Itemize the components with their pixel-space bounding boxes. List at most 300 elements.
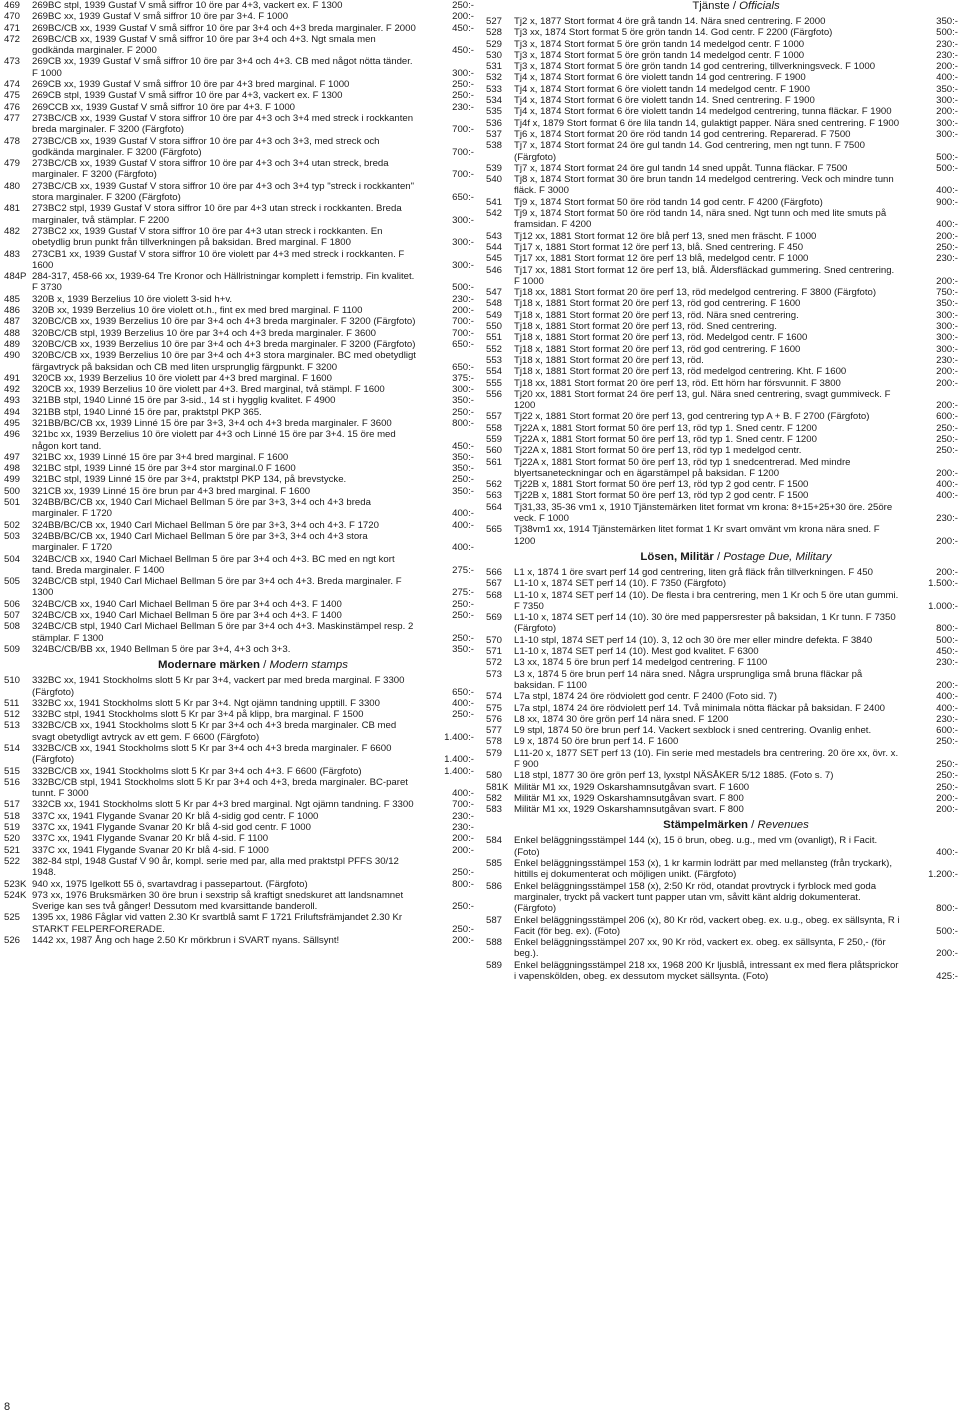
- lot-description: L3 x, 1874 5 öre brun perf 14 nära sned. Några ursprungliga små bruna fläckar på baksidan. F 1100: [514, 668, 863, 691]
- lot-row: [486, 389, 958, 412]
- lot-number: 472: [4, 33, 21, 45]
- lot-number: 526: [4, 935, 21, 947]
- lot-number: 550: [486, 321, 503, 333]
- lot-row: [4, 822, 474, 833]
- page-number: 8: [4, 1401, 11, 1413]
- lot-price: 700:-: [452, 327, 474, 339]
- lot-row: [486, 714, 958, 725]
- lot-price: 200:-: [936, 535, 958, 547]
- lot-number: 529: [486, 38, 503, 50]
- lot-description: Tj22 x, 1881 Stort format 20 öre perf 13, god centrering typ A + B. F 2700 (Färgfoto): [514, 411, 870, 423]
- lot-row: [486, 242, 958, 253]
- lot-row: [486, 804, 958, 815]
- lot-description: Tj4 x, 1874 Stort format 6 öre violett tandn 14. Sned centrering. F 1900: [514, 95, 815, 107]
- lot-number: 559: [486, 433, 503, 445]
- lot-row: [4, 429, 474, 452]
- lot-number: 475: [4, 90, 21, 102]
- lot-row: [486, 782, 958, 793]
- lot-description: Enkel beläggningsstämpel 158 (x), 2:50 Kr röd, otandat provtryck i fyrblock med goda marginaler, tryckt på vackert tunt papper utan vm, såvitt känt aldrig dokumenterat. (Färgfoto): [514, 880, 877, 915]
- lot-number: 473: [4, 56, 21, 68]
- lot-price: 200:-: [452, 833, 474, 845]
- lot-description: Tj18 x, 1881 Stort format 20 öre perf 13, röd medelgod centrering. Kht. F 1600: [514, 366, 847, 378]
- lot-description: Tj3 x, 1874 Stort format 5 öre grön tandn 14 god centrering, tillverkningsveck. F 1000: [514, 61, 876, 73]
- lot-row: [4, 113, 474, 136]
- lot-price: 1.400:-: [444, 765, 474, 777]
- lot-description: Tj17 x, 1881 Stort format 12 öre perf 13, blå. Sned centrering. F 450: [514, 241, 804, 253]
- lot-number: 586: [486, 880, 503, 892]
- lot-number: 582: [486, 792, 503, 804]
- lot-list: [4, 675, 474, 946]
- lot-description: L7a stpl, 1874 24 öre rödviolett god centr. F 2400 (Foto sid. 7): [514, 691, 777, 703]
- lot-row: [4, 102, 474, 113]
- lot-number: 587: [486, 914, 503, 926]
- lot-price: 400:-: [936, 185, 958, 197]
- lot-list: [486, 835, 958, 982]
- lot-row: [486, 858, 958, 881]
- lot-price: 250:-: [452, 474, 474, 486]
- lot-number: 499: [4, 474, 21, 486]
- lot-price: 230:-: [452, 822, 474, 834]
- lot-number: 479: [4, 158, 21, 170]
- lot-price: 400:-: [452, 788, 474, 800]
- lot-price: 200:-: [936, 804, 958, 816]
- lot-row: [486, 366, 958, 377]
- lot-price: 350:-: [936, 298, 958, 310]
- lot-price: 250:-: [452, 598, 474, 610]
- lot-price: 250:-: [452, 709, 474, 721]
- lot-number: 514: [4, 743, 21, 754]
- lot-number: 506: [4, 598, 21, 610]
- lot-row: [4, 856, 474, 879]
- lot-price: 650:-: [452, 338, 474, 350]
- lot-description: 269CB xx, 1939 Gustaf V små siffror 10 öre par 4+3 bred marginal. F 1000: [32, 79, 350, 91]
- section-title-sv: Stämpelmärken: [663, 819, 749, 832]
- lot-price: 500:-: [936, 151, 958, 163]
- lot-price: 600:-: [936, 725, 958, 737]
- lot-description: Tj18 xx, 1881 Stort format 20 öre perf 13, röd. Ett hörn har försvunnit. F 3800: [514, 377, 841, 389]
- lot-number: 511: [4, 697, 20, 709]
- lot-number: 494: [4, 406, 21, 418]
- lot-number: 572: [486, 657, 503, 669]
- lot-description: 269CB xx, 1939 Gustaf V små siffror 10 öre par 3+4 och 4+3. CB med något nötta tänder. F 1000: [32, 56, 413, 79]
- lot-price: 400:-: [452, 519, 474, 531]
- lot-price: 250:-: [936, 241, 958, 253]
- lot-price: 800:-: [452, 878, 474, 890]
- lot-row: [486, 479, 958, 490]
- lot-price: 200:-: [936, 400, 958, 412]
- lot-price: 200:-: [936, 948, 958, 960]
- lot-row: [4, 316, 474, 327]
- lot-price: 700:-: [452, 799, 474, 811]
- lot-description: Tj17 xx, 1881 Stort format 12 öre perf 13, blå. Åldersfläckad gummering. Sned centrering. F 1000: [514, 264, 895, 287]
- lot-number: 567: [486, 578, 503, 590]
- lot-price: 300:-: [452, 214, 474, 226]
- lot-number: 470: [4, 11, 21, 23]
- lot-description: 337C xx, 1941 Flygande Svanar 20 Kr blå 4-sid. F 1000: [32, 844, 269, 856]
- lot-number: 544: [486, 241, 503, 253]
- lot-description: 320CB xx, 1939 Berzelius 10 öre violett par 4+3. Bred marginal, två stämpl. F 1600: [32, 384, 385, 396]
- lot-description: 321BB stpl, 1940 Linné 15 öre par, praktstpl PKP 365.: [32, 406, 262, 418]
- lot-price: 200:-: [936, 566, 958, 578]
- lot-price: 350:-: [452, 463, 474, 475]
- lot-price: 250:-: [452, 923, 474, 935]
- lot-row: [4, 271, 474, 294]
- lot-number: 575: [486, 702, 503, 714]
- lot-description: Tj22A x, 1881 Stort format 50 öre perf 13, röd typ 1. Sned centr. F 1200: [514, 433, 817, 445]
- lot-row: [486, 287, 958, 298]
- lot-row: [4, 799, 474, 810]
- lot-price: 350:-: [452, 643, 474, 655]
- lot-price: 200:-: [936, 377, 958, 389]
- section-title-separator: /: [729, 0, 740, 12]
- lot-price: 250:-: [936, 736, 958, 748]
- lot-number: 488: [4, 327, 21, 339]
- lot-row: [486, 590, 958, 613]
- lot-row: [4, 34, 474, 57]
- lot-row: [4, 777, 474, 800]
- lot-row: [4, 675, 474, 698]
- lot-number: 568: [486, 589, 503, 601]
- lot-price: 800:-: [936, 623, 958, 635]
- lot-price: 300:-: [936, 332, 958, 344]
- lot-price: 700:-: [452, 316, 474, 328]
- lot-description: Tj17 xx, 1881 Stort format 12 öre perf 13 blå, medelgod centr. F 1000: [514, 253, 809, 265]
- lot-description: 273BC/CB xx, 1939 Gustaf V stora siffror 10 öre par 4+3 och 3+4 typ "streck i rockkanten" stora marginaler. F 3200 (Färgfoto): [32, 180, 415, 204]
- lot-description: 321BC xx, 1939 Linné 15 öre par 3+4 bred marginal. F 1600: [32, 451, 289, 463]
- lot-row: [4, 610, 474, 621]
- lot-price: 230:-: [936, 253, 958, 265]
- lot-number: 573: [486, 668, 503, 680]
- lot-row: [4, 407, 474, 418]
- lot-description: Tj18 x, 1881 Stort format 20 öre perf 13, röd. Nära sned centrering.: [514, 309, 799, 321]
- lot-description: 940 xx, 1975 Igelkott 55 ö, svartavdrag i passepartout. (Färgfoto): [32, 878, 308, 890]
- lot-price: 230:-: [936, 657, 958, 669]
- lot-row: [486, 915, 958, 938]
- section-title-sv: Tjänste: [692, 0, 730, 12]
- lot-row: [486, 457, 958, 480]
- lot-description: 273CB1 xx, 1939 Gustaf V stora siffror 10 öre violett par 4+3 med streck i rockkanten. F 1600: [32, 248, 405, 271]
- lot-description: Militär M1 xx, 1929 Oskarshamnsutgåvan svart. F 1600: [514, 781, 750, 793]
- lot-row: [4, 0, 474, 11]
- lot-number: 527: [486, 16, 503, 27]
- lot-description: 324BC/CB xx, 1940 Carl Michael Bellman 5 öre par 3+4 och 4+3. BC med en ngt kort tand. Breda marginaler. F 1400: [32, 553, 395, 576]
- lot-number: 535: [486, 106, 503, 118]
- lot-row: [4, 486, 474, 497]
- lot-number: 589: [486, 959, 503, 971]
- lot-number: 492: [4, 384, 21, 396]
- lot-price: 400:-: [936, 72, 958, 84]
- section-title-en: Revenues: [757, 819, 809, 832]
- lot-number: 500: [4, 485, 21, 497]
- lot-description: Tj9 x, 1874 Stort format 50 öre röd tandn 14, nära sned. Ngt tunn och med lite smuts på framsidan. F 4200: [514, 208, 887, 231]
- lot-number: 495: [4, 417, 21, 429]
- lot-description: L7a stpl, 1874 24 öre rödviolett perf 14. Två minimala nötta fläckar på baksidan. F 2400: [514, 702, 885, 714]
- lot-row: [4, 833, 474, 844]
- lot-number: 546: [486, 264, 503, 276]
- lot-description: Tj18 x, 1881 Stort format 20 öre perf 13, röd.: [514, 354, 704, 366]
- lot-price: 400:-: [452, 542, 474, 554]
- lot-row: [486, 960, 958, 983]
- lot-number: 569: [486, 612, 503, 624]
- lot-row: [4, 811, 474, 822]
- lot-description: 321bc xx, 1939 Berzelius 10 öre violett par 4+3 och Linné 15 öre par 3+4. 15 öre med någon kort tand.: [32, 429, 396, 452]
- lot-row: [486, 736, 958, 747]
- lot-description: 321BC stpl, 1939 Linné 15 öre par 3+4 stor marginal.0 F 1600: [32, 463, 296, 475]
- lot-price: 300:-: [936, 321, 958, 333]
- lot-price: 300:-: [936, 309, 958, 321]
- lot-number: 515: [4, 765, 21, 777]
- lot-number: 552: [486, 343, 503, 355]
- lot-number: 469: [4, 0, 21, 11]
- lot-description: Enkel beläggningsstämpel 144 (x), 15 ö brun, obeg. u.g., med vm (ovanligt), R i Facit. (Foto): [514, 835, 878, 858]
- lot-row: [486, 578, 958, 589]
- lot-description: 273BC/CB xx, 1939 Gustaf V stora siffror 10 öre par 4+3 och 3+4 utan streck, breda marginaler. F 3200 (Färgfoto): [32, 158, 389, 181]
- lot-row: [4, 599, 474, 610]
- lot-number: 486: [4, 305, 21, 317]
- lot-price: 200:-: [936, 679, 958, 691]
- lot-price: 230:-: [936, 354, 958, 366]
- lot-price: 500:-: [936, 27, 958, 39]
- lot-number: 503: [4, 530, 21, 542]
- lot-row: [4, 554, 474, 577]
- lot-description: 332BC/CB stpl, 1941 Stockholms slott 5 Kr par 3+4 och 4+3, breda marginaler. BC-paret tunnt. F 3000: [32, 776, 408, 800]
- right-column: [486, 0, 958, 982]
- lot-row: [4, 11, 474, 22]
- lot-price: 700:-: [452, 124, 474, 136]
- lot-row: [486, 793, 958, 804]
- lot-price: 400:-: [936, 702, 958, 714]
- lot-number: 539: [486, 162, 503, 174]
- section-title-sv: Lösen, Militär: [640, 550, 714, 563]
- lot-number: 505: [4, 576, 21, 588]
- section-title-sv: Modernare märken: [158, 659, 260, 672]
- lot-price: 300:-: [936, 117, 958, 129]
- lot-row: [4, 912, 474, 935]
- lot-row: [4, 158, 474, 181]
- lot-price: 450:-: [452, 22, 474, 34]
- lot-number: 504: [4, 553, 21, 565]
- lot-row: [486, 657, 958, 668]
- lot-description: Enkel beläggningsstämpel 206 (x), 80 Kr röd, vackert obeg. ex. u.g., obeg. ex sällsynta, R i Facit (för beg. ex). (Foto): [514, 914, 900, 937]
- lot-description: Tj22A x, 1881 Stort format 50 öre perf 13, röd typ 1. Sned centr. F 1200: [514, 422, 817, 434]
- lot-price: 800:-: [452, 417, 474, 429]
- lot-number: 493: [4, 395, 21, 407]
- lot-row: [4, 56, 474, 79]
- lot-price: 200:-: [452, 935, 474, 947]
- lot-description: 1395 xx, 1986 Fåglar vid vatten 2.30 Kr svartblå samt F 1721 Friluftsfrämjandet 2.30 Kr STARKT FELPERFORERADE.: [32, 912, 403, 935]
- lot-description: 332CB xx, 1941 Stockholms slott 5 Kr par 4+3 bred marginal. Ngt ojämn tandning. F 3300: [32, 799, 414, 811]
- lot-price: 300:-: [452, 67, 474, 79]
- lot-price: 450:-: [452, 45, 474, 57]
- lot-price: 1.200:-: [928, 869, 958, 881]
- section-title-separator: /: [748, 819, 758, 832]
- lot-number: 531: [486, 61, 503, 73]
- lot-row: [4, 497, 474, 520]
- lot-number: 489: [4, 338, 21, 350]
- lot-description: 332BC xx, 1941 Stockholms slott 5 Kr par 3+4, vackert par med breda marginal. F 3300 (Färgfoto): [32, 675, 405, 698]
- lot-price: 400:-: [452, 697, 474, 709]
- lot-price: 350:-: [936, 16, 958, 27]
- lot-row: [486, 881, 958, 915]
- lot-row: [4, 463, 474, 474]
- section-title-postage-due: [514, 551, 958, 564]
- lot-price: 250:-: [452, 901, 474, 913]
- lot-number: 487: [4, 316, 21, 328]
- lot-description: Tj18 x, 1881 Stort format 20 öre perf 13, röd. Medelgod centr. F 1600: [514, 332, 808, 344]
- lot-price: 250:-: [936, 759, 958, 770]
- lot-price: 230:-: [452, 293, 474, 305]
- lot-price: 400:-: [936, 691, 958, 703]
- lot-number: 498: [4, 463, 21, 475]
- lot-number: 588: [486, 937, 503, 949]
- lot-price: 200:-: [452, 11, 474, 23]
- lot-row: [486, 16, 958, 27]
- lot-number: 501: [4, 497, 21, 509]
- lot-description: L1 x, 1874 1 öre svart perf 14 god centrering, liten grå fläck från tillverkningen. F 450: [514, 566, 873, 578]
- lot-description: Tj7 x, 1874 Stort format 24 öre gul tandn 14. God centrering, men ngt tunn. F 7500 (Färgfoto): [514, 140, 865, 163]
- lot-price: 250:-: [452, 610, 474, 622]
- lot-description: 324BB/BC/CB xx, 1940 Carl Michael Bellman 5 öre par 3+3, 3+4 och 4+3 stora marginaler. F 1720: [32, 530, 368, 554]
- lot-price: 230:-: [936, 513, 958, 525]
- lot-row: [486, 253, 958, 264]
- lot-description: 332BC/CB xx, 1941 Stockholms slott 5 Kr par 3+4 och 4+3. F 6600 (Färgfoto): [32, 765, 362, 777]
- lot-number: 480: [4, 180, 21, 192]
- lot-row: [4, 766, 474, 777]
- lot-number: 541: [486, 196, 503, 208]
- lot-price: 700:-: [452, 169, 474, 181]
- lot-number: 581K: [486, 781, 509, 793]
- lot-row: [486, 344, 958, 355]
- lot-description: 382-84 stpl, 1948 Gustaf V 90 år, kompl. serie med par, alla med praktstpl PFFS 30/12 1948.: [32, 855, 399, 879]
- lot-row: [4, 226, 474, 249]
- lot-row: [4, 328, 474, 339]
- lot-number: 496: [4, 429, 21, 441]
- lot-row: [486, 72, 958, 83]
- lot-row: [486, 703, 958, 714]
- lot-price: 300:-: [936, 95, 958, 107]
- lot-price: 400:-: [936, 479, 958, 491]
- lot-row: [4, 294, 474, 305]
- lot-price: 200:-: [936, 467, 958, 479]
- lot-number: 556: [486, 388, 503, 400]
- lot-row: [4, 621, 474, 644]
- lot-description: 269BC/CB xx, 1939 Gustaf V små siffror 10 öre par 3+4 och 4+3 breda marginaler. F 2000: [32, 22, 416, 34]
- lot-row: [4, 474, 474, 485]
- lot-number: 510: [4, 675, 21, 687]
- lot-row: [486, 310, 958, 321]
- lot-description: Tj22A x, 1881 Stort format 50 öre perf 13, röd typ 1 snedcentrerad. Med mindre blyertsaneteckningar och en ägarstämpel på baksidan. F 1200: [514, 456, 851, 479]
- lot-row: [486, 39, 958, 50]
- lot-description: 269BC/CB xx, 1939 Gustaf V små siffror 10 öre par 3+4 och 4+3. Ngt smala men godkända marginaler. F 2000: [32, 33, 376, 57]
- lot-description: Tj3 xx, 1874 Stort format 5 öre grön tandn 14. God centr. F 2200 (Färgfoto): [514, 27, 833, 39]
- lot-description: 321BB stpl, 1940 Linné 15 öre par 3-sid., 14 st i hygglig kvalitet. F 4900: [32, 395, 336, 407]
- lot-description: 337C xx, 1941 Flygande Svanar 20 Kr blå 4-sid god centr. F 1000: [32, 822, 311, 834]
- lot-row: [4, 350, 474, 373]
- lot-description: Tj6 x, 1874 Stort format 20 öre röd tandn 14 god centrering. Reparerad. F 7500: [514, 128, 851, 140]
- lot-row: [4, 79, 474, 90]
- lot-row: [4, 418, 474, 429]
- section-title-en: Modern stamps: [269, 659, 348, 672]
- lot-number: 484P: [4, 271, 27, 283]
- lot-description: Tj4f x, 1879 Stort format 6 öre lila tandn 14, gulaktigt papper. Nära sned centrering. F 1900: [514, 117, 900, 129]
- lot-number: 584: [486, 835, 503, 847]
- lot-row: [4, 520, 474, 531]
- lot-description: L8 xx, 1874 30 öre grön perf 14 nära sned. F 1200: [514, 713, 729, 725]
- lot-description: Tj22B x, 1881 Stort format 50 öre perf 13, röd typ 2 god centr. F 1500: [514, 479, 809, 491]
- lot-row: [486, 84, 958, 95]
- lot-price: 250:-: [936, 422, 958, 434]
- lot-row: [4, 879, 474, 890]
- lot-price: 230:-: [936, 38, 958, 50]
- lot-row: [4, 644, 474, 655]
- lot-description: 324BC/CB stpl, 1940 Carl Michael Bellman 5 öre par 3+4 och 4+3. Maskinstämpel resp. 2 stämplar. F 1300: [32, 621, 414, 644]
- lot-row: [486, 298, 958, 309]
- lot-row: [486, 197, 958, 208]
- lot-row: [4, 452, 474, 463]
- lot-number: 513: [4, 720, 21, 732]
- lot-description: Tj18 x, 1881 Stort format 20 öre perf 13, röd god centrering. F 1600: [514, 343, 801, 355]
- lot-price: 350:-: [452, 485, 474, 497]
- lot-number: 508: [4, 621, 21, 633]
- lot-row: [486, 231, 958, 242]
- lot-row: [4, 249, 474, 272]
- lot-price: 650:-: [452, 192, 474, 204]
- lot-description: 269CCB xx, 1939 Gustaf V små siffror 10 öre par 4+3. F 1000: [32, 101, 295, 113]
- lot-number: 538: [486, 140, 503, 152]
- lot-number: 555: [486, 377, 503, 389]
- lot-number: 561: [486, 456, 503, 468]
- lot-number: 485: [4, 293, 21, 305]
- lot-number: 579: [486, 747, 503, 759]
- lot-description: 273BC/CB xx, 1939 Gustaf V stora siffror 10 öre par 4+3 och 3+3, med streck och godkända marginaler. F 3200 (Färgfoto): [32, 135, 380, 158]
- lot-price: 275:-: [452, 564, 474, 576]
- lot-description: L11-20 x, 1877 SET perf 13 (10). Fin serie med mestadels bra centrering. 20 öre xx, övr. x. F 900: [514, 747, 899, 770]
- lot-number: 551: [486, 332, 503, 344]
- lot-row: [486, 770, 958, 781]
- lot-row: [4, 720, 474, 743]
- lot-number: 563: [486, 490, 503, 502]
- lot-description: Tj7 x, 1874 Stort format 24 öre gul tandn 14 sned uppåt. Tunna fläckar. F 7500: [514, 162, 848, 174]
- lot-row: [486, 50, 958, 61]
- lot-row: [486, 524, 958, 547]
- lot-price: 230:-: [936, 713, 958, 725]
- lot-description: 269CB stpl, 1939 Gustaf V små siffror 10 öre par 4+3, vackert ex. F 1300: [32, 90, 343, 102]
- lot-number: 522: [4, 855, 21, 867]
- lot-row: [4, 203, 474, 226]
- lot-number: 530: [486, 49, 503, 61]
- lot-number: 520: [4, 833, 21, 845]
- lot-number: 554: [486, 366, 503, 378]
- lot-number: 509: [4, 643, 21, 655]
- lot-row: [4, 698, 474, 709]
- lot-row: [486, 423, 958, 434]
- lot-description: Tj22B x, 1881 Stort format 50 öre perf 13, röd typ 2 god centr. F 1500: [514, 490, 809, 502]
- lot-price: 250:-: [936, 445, 958, 457]
- lot-price: 350:-: [452, 395, 474, 407]
- lot-price: 450:-: [452, 440, 474, 452]
- lot-number: 571: [486, 646, 503, 658]
- lot-row: [486, 502, 958, 525]
- lot-price: 375:-: [452, 372, 474, 384]
- lot-price: 250:-: [936, 770, 958, 782]
- lot-number: 549: [486, 309, 503, 321]
- lot-description: L1-10 stpl, 1874 SET perf 14 (10). 3, 12 och 30 öre mer eller mindre defekta. F 3840: [514, 634, 873, 646]
- lot-list: [486, 16, 958, 547]
- lot-description: L18 stpl, 1877 30 öre grön perf 13, lyxstpl NÄSÅKER 5/12 1885. (Foto s. 7): [514, 770, 834, 782]
- lot-number: 497: [4, 451, 21, 463]
- lot-description: L1-10 x, 1874 SET perf 14 (10). F 7350 (Färgfoto): [514, 578, 727, 590]
- lot-price: 200:-: [936, 61, 958, 73]
